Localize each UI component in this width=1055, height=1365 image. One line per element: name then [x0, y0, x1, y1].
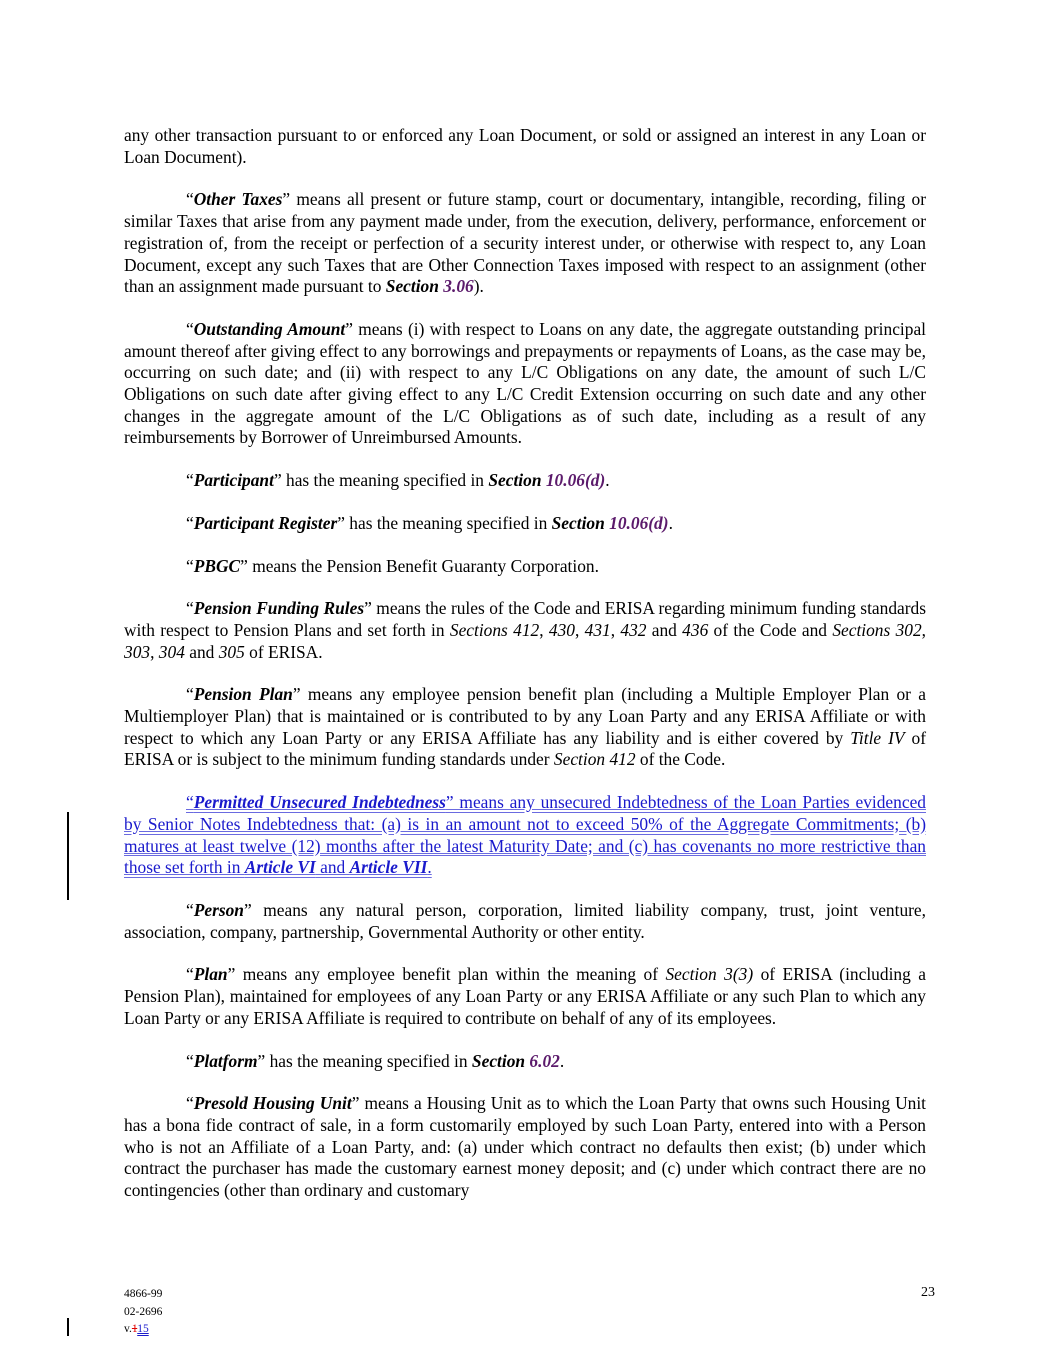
definition-participant: [124, 470, 926, 492]
definition-tail: .: [605, 470, 610, 491]
section-citation: 431: [584, 619, 611, 640]
definition-text: ” means any employee pension benefit plan (including a Multiple Employer Plan or a Multiemployer Plan) that is maintained or is contributed to by any Loan Party and any ERISA Affiliate or with respect to which any Loan Party or any ERISA Affiliate has any liability and is either covered by: [124, 684, 926, 748]
defined-term: Outstanding Amount: [193, 318, 346, 339]
open-quote: “: [186, 318, 194, 339]
definition-text: ” has the meaning specified in: [273, 470, 489, 491]
definition-tail: ).: [473, 276, 484, 297]
section-label: Section: [551, 512, 610, 533]
section-citation: Section 412: [553, 749, 636, 770]
article-citation: Article VII: [349, 857, 428, 878]
definition-tail: .: [559, 1050, 565, 1071]
definition-tail: .: [668, 512, 673, 533]
definition-pbgc: [124, 556, 926, 578]
definition-person: [124, 900, 926, 943]
definition-text: ” means all present or future stamp, court or documentary, intangible, recording, filing or similar Taxes that arise from any payment made under, from the execution, delivery, performance, enforcement or registration of, from the receipt or perfection of a security interest under, or otherwise with respect to, any Loan Document, except any such Taxes that are Other Connection Taxes imposed with respect to an assignment (other than an assignment made pursuant to: [124, 189, 926, 297]
open-quote: “: [186, 189, 194, 210]
definition-text: ” means (i) with respect to Loans on any date, the aggregate outstanding principal amount thereof after giving effect to any borrowings and prepayments or repayments of Loans, as the case may be, occurring on such date; and (ii) with respect to any L/C Obligations on any date, the amount of such L/C Obligations on such date after giving effect to any L/C Credit Extension occurring on such date and any other changes in the aggregate amount of the L/C Obligations as of such date, including as a result of any reimbursements by Borrower of Unreimbursed Amounts.: [124, 318, 927, 448]
section-label: Section: [471, 1050, 530, 1071]
section-citation: Section 3(3): [665, 964, 754, 985]
version-deleted: 1: [131, 1323, 138, 1335]
definition-text: ” means any natural person, corporation, limited liability company, trust, joint venture, association, company, partnership, Governmental Authority or other entity.: [124, 899, 926, 942]
definition-text: ” has the meaning specified in: [257, 1050, 472, 1071]
definition-tail: .: [427, 857, 432, 878]
defined-term: PBGC: [193, 555, 241, 576]
open-quote: “: [186, 964, 194, 985]
doc-id-line-1: 4866-99: [124, 1288, 163, 1300]
definition-presold-housing-unit: [124, 1093, 926, 1202]
section-reference-link[interactable]: 10.06(d): [545, 470, 606, 491]
definition-tail: of the Code.: [635, 749, 726, 770]
open-quote: “: [186, 1093, 194, 1114]
page-number: 23: [921, 1285, 935, 1300]
section-label: Section: [385, 276, 444, 297]
separator: and: [315, 857, 350, 878]
separator: and: [184, 641, 219, 662]
definition-permitted-unsecured-indebtedness: [124, 792, 926, 879]
separator: ,: [574, 619, 585, 640]
section-citation: 432: [620, 619, 647, 640]
section-citation: 304: [158, 641, 185, 662]
separator: and: [646, 619, 683, 640]
title-citation: Title IV: [850, 727, 905, 748]
definition-text: of ERISA (including a Pension Plan), maintained for employees of any Loan Party or any ERISA Affiliate or any such Plan to which any Loan Party or any ERISA Affiliate is required to contribute on behalf of any of its employees.: [124, 964, 926, 1028]
version-inserted: 15: [137, 1323, 149, 1335]
defined-term: Permitted Unsecured Indebtedness: [193, 792, 446, 813]
definition-text: ” means any unsecured Indebtedness of the Loan Parties evidenced by Senior Notes Indebtedness that: (a) is in an amount not to exceed 50% of the Aggregate Commitments; (b) matures at least twelve (12) months after the latest Maturity Date; and (c) has covenants no more restrictive than those set forth in: [124, 792, 926, 878]
open-quote: “: [186, 899, 194, 920]
defined-term: Pension Funding Rules: [193, 598, 365, 619]
definition-pension-plan: [124, 684, 926, 771]
article-citation: Article VI: [244, 857, 316, 878]
section-reference-link[interactable]: 6.02: [529, 1050, 560, 1071]
document-page: [124, 125, 926, 1223]
definition-text: ” means the Pension Benefit Guaranty Corporation.: [240, 555, 599, 576]
defined-term: Plan: [193, 964, 228, 985]
defined-term: Participant: [193, 470, 274, 491]
open-quote: “: [186, 1050, 194, 1071]
open-quote: “: [186, 792, 194, 813]
separator: ,: [150, 641, 159, 662]
open-quote: “: [186, 512, 194, 533]
section-reference-link[interactable]: 3.06: [443, 276, 474, 297]
defined-term: Other Taxes: [193, 189, 283, 210]
definition-text: ” means the rules of the Code and ERISA regarding minimum funding standards with respect to Pension Plans and set forth in: [124, 598, 926, 640]
section-citation: Sections 412: [449, 619, 540, 640]
defined-term: Platform: [193, 1050, 258, 1071]
version-line: [124, 1321, 162, 1339]
definition-plan: [124, 964, 926, 1029]
definition-outstanding-amount: [124, 319, 926, 449]
defined-term: Pension Plan: [193, 684, 293, 705]
paragraph-continuation: [124, 125, 926, 168]
paragraph-text: any other transaction pursuant to or enforced any Loan Document, or sold or assigned an interest in any Loan or Loan Document).: [124, 125, 926, 167]
defined-term: Person: [193, 899, 244, 920]
definition-text: of the Code and: [708, 619, 833, 640]
section-citation: Sections 302: [832, 619, 922, 640]
change-bar: [67, 1318, 69, 1336]
footer-document-id: [124, 1286, 162, 1339]
definition-text: ” means a Housing Unit as to which the Loan Party that owns such Housing Unit has a bona fide contract of sale, in a form customarily employed by such Loan Party, entered into with a Person who is not an Affiliate of a Loan Party, and: (a) under which contract no defaults then exist; (b) under which contract the purchaser has made the customary earnest money deposit; and (c) under which contract there are no contingencies (other than ordinary and customary: [124, 1093, 926, 1201]
section-reference-link[interactable]: 10.06(d): [609, 512, 669, 533]
separator: ,: [921, 619, 927, 640]
doc-id-line-2: 02-2696: [124, 1305, 163, 1318]
defined-term: Presold Housing Unit: [193, 1093, 352, 1114]
separator: ,: [610, 619, 621, 640]
definition-tail: of ERISA.: [244, 641, 323, 662]
definition-platform: [124, 1051, 926, 1073]
section-label: Section: [488, 470, 546, 491]
change-bar: [67, 812, 69, 900]
definition-text: of ERISA or is subject to the minimum funding standards under: [124, 727, 927, 770]
definition-participant-register: [124, 513, 926, 535]
section-citation: 305: [218, 641, 245, 662]
definition-other-taxes: [124, 189, 926, 298]
section-citation: 436: [682, 619, 709, 640]
version-prefix: v.: [124, 1323, 132, 1335]
open-quote: “: [186, 598, 194, 619]
open-quote: “: [186, 555, 194, 576]
definition-pension-funding-rules: [124, 598, 926, 663]
section-citation: 303: [124, 641, 151, 662]
defined-term: Participant Register: [193, 512, 338, 533]
definition-text: ” has the meaning specified in: [337, 512, 552, 533]
definition-text: ” means any employee benefit plan within the meaning of: [227, 964, 666, 985]
section-citation: 430: [548, 619, 575, 640]
separator: ,: [539, 619, 549, 640]
open-quote: “: [186, 470, 194, 491]
open-quote: “: [186, 684, 194, 705]
